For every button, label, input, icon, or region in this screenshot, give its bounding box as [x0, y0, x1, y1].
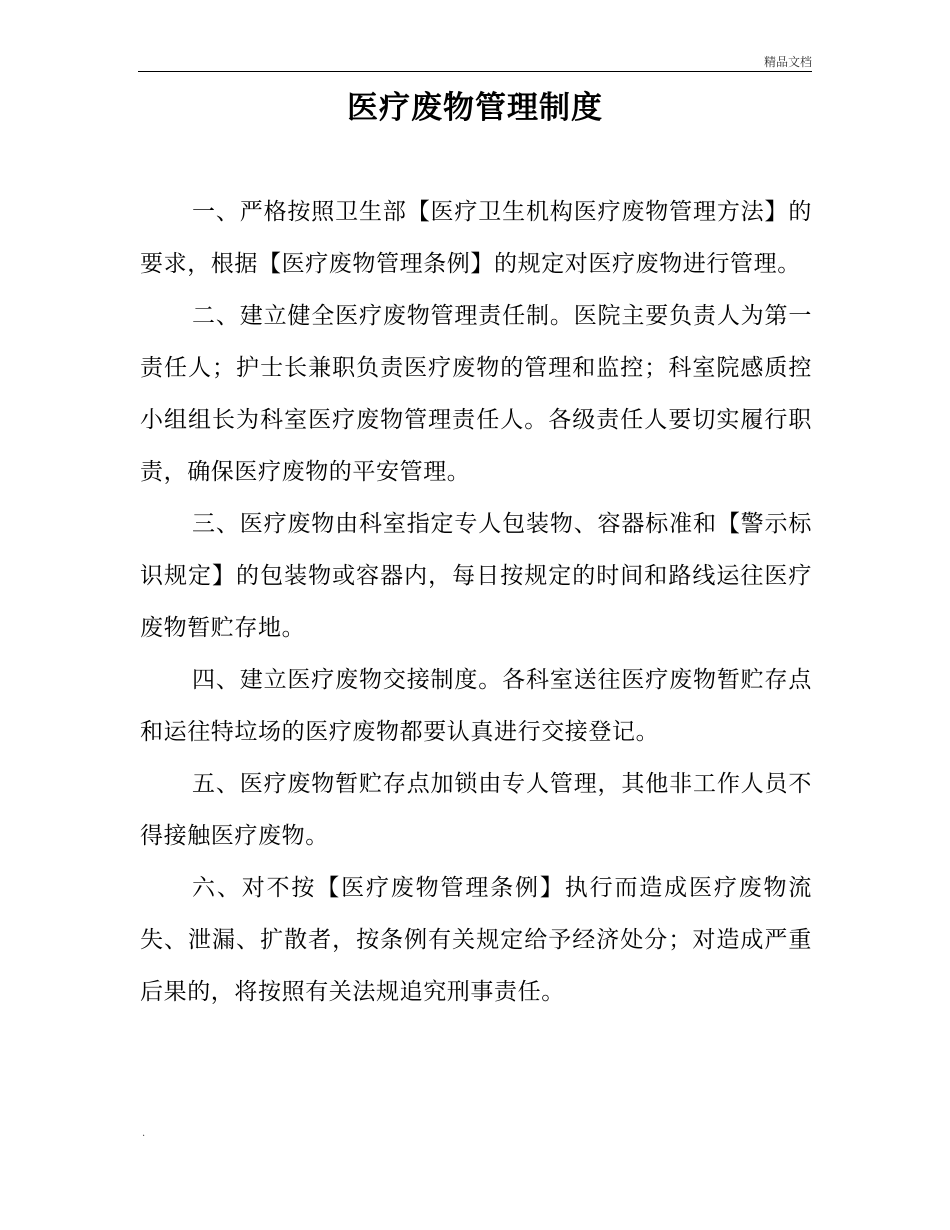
footer-mark: .	[142, 1128, 146, 1139]
paragraph-4: 四、建立医疗废物交接制度。各科室送往医疗废物暂贮存点和运往特垃场的医疗废物都要认真进行交接登记。	[140, 667, 812, 745]
paragraph-3: 三、医疗废物由科室指定专人包装物、容器标准和【警示标识规定】的包装物或容器内，每日按规定的时间和路线运往医疗废物暂贮存地。	[140, 511, 812, 641]
paragraph-1: 一、严格按照卫生部【医疗卫生机构医疗废物管理方法】的要求，根据【医疗废物管理条例】的规定对医疗废物进行管理。	[140, 199, 812, 277]
document-title: 医疗废物管理制度	[347, 90, 603, 126]
paragraph-6: 六、对不按【医疗废物管理条例】执行而造成医疗废物流失、泄漏、扩散者，按条例有关规定给予经济处分；对造成严重后果的，将按照有关法规追究刑事责任。	[140, 875, 812, 1005]
paragraph-5: 五、医疗废物暂贮存点加锁由专人管理，其他非工作人员不得接触医疗废物。	[140, 771, 812, 849]
document-body	[140, 186, 812, 1018]
header-label: 精品文档	[763, 55, 812, 69]
paragraph-2: 二、建立健全医疗废物管理责任制。医院主要负责人为第一责任人；护士长兼职负责医疗废物的管理和监控；科室院感质控小组组长为科室医疗废物管理责任人。各级责任人要切实履行职责，确保医疗废物的平安管理。	[140, 303, 812, 485]
header-divider	[138, 71, 812, 72]
